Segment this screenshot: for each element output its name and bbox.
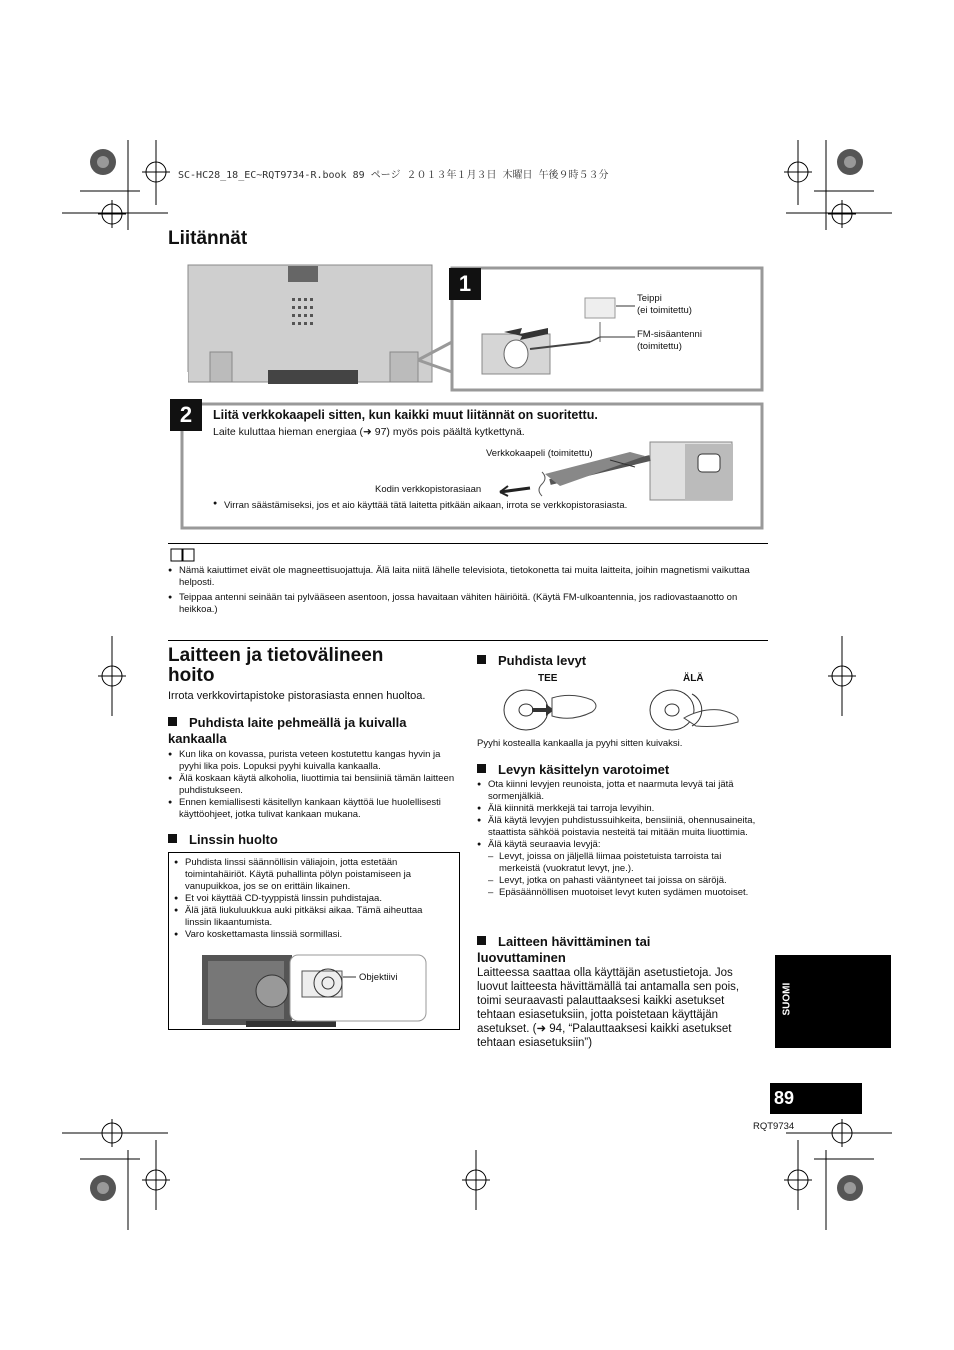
disc-handling-list: [477, 779, 759, 899]
clean-discs-caption: Pyyhi kostealla kankaalla ja pyyhi sitten kuivaksi.: [477, 738, 683, 749]
list-item: ● Älä kiinnitä merkkejä tai tarroja levyihin.: [477, 803, 759, 815]
lens-heading: Linssin huolto: [168, 832, 278, 848]
lens-bullets: [174, 857, 444, 941]
list-item: – Levyt, joissa on jäljellä liimaa poistetuista tarroista tai merkeistä (vuokratut levyt, jne.).: [488, 851, 759, 875]
list-item: ● Nämä kaiuttimet eivät ole magneettisuojattuja. Älä laita niitä lähelle televisiota, tietokonetta tai muita laitteita, joihin magnetismi vaikuttaa helposti.: [168, 565, 768, 589]
care-intro: Irrota verkkovirtapistoke pistorasiasta ennen huoltoa.: [168, 690, 426, 702]
clean-discs-heading: Puhdista levyt: [477, 653, 586, 669]
file-header: SC-HC28_18_EC~RQT9734-R.book 89 ページ ２０１３年１月３日 木曜日 午後９時５３分: [178, 170, 609, 181]
square-bullet-icon: [168, 717, 177, 726]
list-item: – Levyt, jotka on pahasti vääntyneet tai joissa on säröjä.: [488, 875, 759, 887]
disposal-heading: Laitteen hävittäminen tai luovuttaminen: [477, 934, 651, 965]
cable-label: Verkkokaapeli (toimitettu): [486, 448, 593, 459]
divider: [168, 543, 768, 544]
list-item: – Epäsäännöllisen muotoiset levyt kuten sydämen muotoiset.: [488, 887, 759, 899]
page-number: 89: [774, 1088, 795, 1108]
soft-cloth-bullets: [168, 749, 458, 821]
square-bullet-icon: [477, 936, 486, 945]
tape-label: Teippi (ei toimitettu): [637, 293, 692, 316]
connection-notes: [168, 565, 768, 616]
lens-label: Objektiivi: [359, 972, 398, 983]
divider: [168, 640, 768, 641]
step-2-number: 2: [170, 399, 202, 431]
list-item: ● Virran säästämiseksi, jos et aio käyttää tätä laitetta pitkään aikaan, irrota se verkkopistorasiasta.: [213, 500, 627, 511]
page-number-box: [770, 1083, 862, 1114]
language-tab: [775, 955, 891, 1048]
lens-illustration: [202, 953, 432, 1027]
list-item: ● Älä jätä liukuluukkua auki pitkäksi aikaa. Tämä aiheuttaa linssin likaantumista.: [174, 905, 444, 929]
square-bullet-icon: [477, 764, 486, 773]
connections-title: Liitännät: [168, 228, 248, 249]
list-item: ● Älä koskaan käytä alkoholia, liuottimia tai bensiiniä tämän laitteen puhdistukseen.: [168, 773, 458, 797]
disc-cleaning-illustration: [502, 688, 742, 732]
square-bullet-icon: [168, 834, 177, 843]
list-item: ● Ennen kemiallisesti käsitellyn kankaan käyttöä lue huolellisesti käyttöohjeet, jotka tulivat kankaan mukana.: [168, 797, 458, 821]
list-item: ● Ota kiinni levyjen reunoista, jotta et naarmuta levyä tai jätä sormenjälkiä.: [477, 779, 759, 803]
list-item: ● Teippaa antenni seinään tai pylvääseen asentoon, jossa havaitaan vähiten häiriöitä. (Käytä FM-ulkoantennia, jos radiovastaanotto on heikkoa.): [168, 592, 768, 616]
doc-code: RQT9734: [753, 1121, 795, 1132]
book-icon: [170, 548, 196, 562]
list-item: ● Varo koskettamasta linssiä sormillasi.: [174, 929, 444, 941]
disc-handling-heading: Levyn käsittelyn varotoimet: [477, 762, 669, 778]
dont-label: ÄLÄ: [683, 673, 704, 684]
step-2-bullets: [213, 500, 627, 511]
lens-box: [168, 852, 460, 1030]
step-2-note: Laite kuluttaa hieman energiaa (➜ 97) myös pois päältä kytkettynä.: [213, 426, 525, 438]
square-bullet-icon: [477, 655, 486, 664]
care-title: Laitteen ja tietovälineen hoito: [168, 645, 384, 686]
outlet-label: Kodin verkkopistorasiaan: [375, 484, 482, 495]
list-item: ● Et voi käyttää CD-tyyppistä linssin puhdistajaa.: [174, 893, 444, 905]
list-item: ● Älä käytä seuraavia levyjä:: [477, 839, 759, 851]
step-2-heading: Liitä verkkokaapeli sitten, kun kaikki muut liitännät on suoritettu.: [213, 408, 598, 422]
list-item: ● Kun lika on kovassa, purista veteen kostutettu kangas hyvin ja pyyhi lika pois. Lopuksi pyyhi kuivalla kankaalla.: [168, 749, 458, 773]
do-label: TEE: [538, 673, 558, 684]
list-item: ● Älä käytä levyjen puhdistussuihkeita, bensiiniä, ohennusaineita, staattista sähköä poistavia nesteitä tai mitään muita liuottimia.: [477, 815, 759, 839]
language-label: SUOMI: [781, 982, 793, 1016]
disposal-text: Laitteessa saattaa olla käyttäjän asetustietoja. Jos luovut laitteesta hävittämällä tai antamalla sen pois, toimi seuraavasti palauttaaksesi kaikki asetukset tehtaan esiasetuksiin, jotta poistetaan käyttäjän asetukset. (➜ 94, “Palauttaaksesi kaikki asetukset tehtaan esiasetuksiin”): [477, 967, 740, 1049]
soft-cloth-heading: Puhdista laite pehmeällä ja kuivalla kankaalla: [168, 715, 407, 746]
step-1-number: 1: [449, 268, 481, 300]
list-item: ● Puhdista linssi säännöllisin väliajoin, jotta estetään toimintahäiriöt. Käytä puhallinta pölyn poistamiseen ja vanupuikkoa, jos se on erittäin likainen.: [174, 857, 444, 893]
antenna-label: FM-sisäantenni (toimitettu): [637, 329, 702, 352]
